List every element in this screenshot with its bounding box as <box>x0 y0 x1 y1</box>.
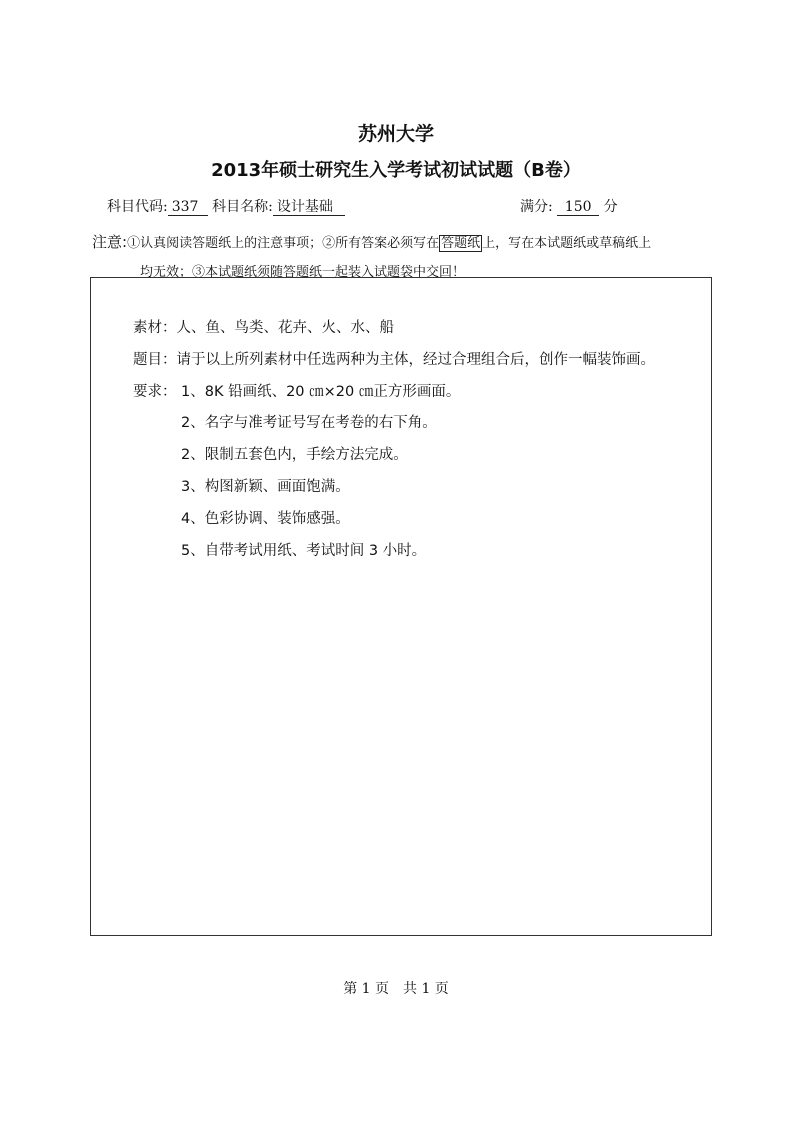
requirement-item: 3、构图新颖、画面饱满。 <box>181 479 350 495</box>
requirement-item: 2、限制五套色内，手绘方法完成。 <box>181 447 408 463</box>
answer-sheet-boxed: 答题纸 <box>441 236 481 251</box>
requirement-item: 5、自带考试用纸、考试时间 3 小时。 <box>181 543 427 559</box>
notice-label: 注意: <box>92 233 128 251</box>
notice-line-1 <box>92 231 651 252</box>
subject-code-label: 科目代码: <box>107 199 168 215</box>
subject-code-value: 337 <box>168 199 208 216</box>
materials-line: 素材：人、鱼、鸟类、花卉、火、水、船 <box>133 320 394 336</box>
requirements-label: 要求： <box>133 384 177 400</box>
score-value: 150 <box>557 199 599 216</box>
score-label: 满分: <box>520 199 553 215</box>
subject-name-label: 科目名称: <box>212 199 273 215</box>
requirement-item: 4、色彩协调、装饰感强。 <box>181 511 350 527</box>
subject-name-value: 设计基础 <box>273 199 345 216</box>
requirement-item: 1、8K 铅画纸、20 ㎝×20 ㎝正方形画面。 <box>181 384 461 400</box>
subject-code <box>107 196 345 216</box>
notice-line-2: 均无效；③本试题纸须随答题纸一起装入试题袋中交回！ <box>140 265 466 280</box>
topic-line: 题目：请于以上所列素材中任选两种为主体，经过合理组合后，创作一幅装饰画。 <box>133 352 655 368</box>
university-name: 苏州大学 <box>357 123 434 145</box>
full-score <box>520 196 618 216</box>
exam-title: 2013年硕士研究生入学考试初试试题（B卷） <box>211 160 581 181</box>
score-unit: 分 <box>603 199 618 215</box>
notice-text-1: ①认真阅读答题纸上的注意事项；②所有答案必须写在 <box>127 236 440 251</box>
notice-text-2: 上，写在本试题纸或草稿纸上 <box>482 236 652 251</box>
question-frame <box>90 277 712 936</box>
requirement-item: 2、名字与准考证号写在考卷的右下角。 <box>181 415 437 431</box>
page-number: 第 1 页 共 1 页 <box>343 981 449 997</box>
